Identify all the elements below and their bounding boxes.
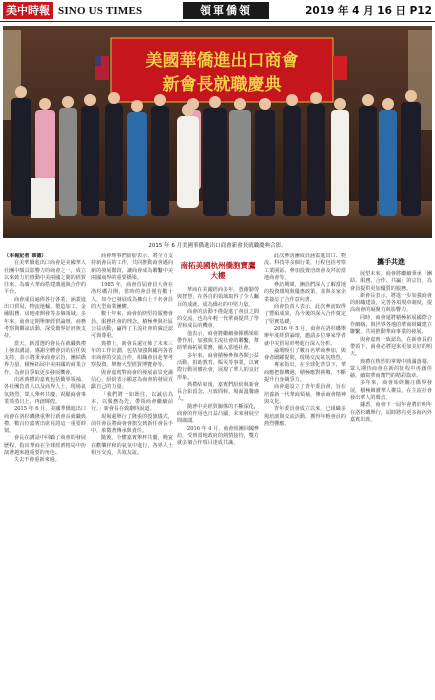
article-paragraph: 現場還舉行了隆重的授旗儀式，前任會長將商會會旗交到新任會長手中，象徵著傳承與責任。 <box>91 413 173 435</box>
article-paragraph: 多年來，商會始終關注僑界發展，積極維護華人權益，在主流社會發出華人的聲音。 <box>350 380 432 402</box>
article-column-1 <box>4 253 86 697</box>
col1-paragraphs <box>4 260 86 464</box>
article-column-2 <box>91 253 173 697</box>
banner-line1: 美國華僑進出口商會 <box>145 51 299 71</box>
article-paragraph: 新會長表示，將進一步加強商會的組織建設，完善各項規章制度，提高商會的凝聚力與影響力。 <box>350 292 432 314</box>
article-headline: 南拓美國杭州僑胞寶鷹大樓 <box>180 261 256 280</box>
article-paragraph: 此次參訪團成員涵蓋進出口、物流、科技等多個行業，行程包括考察工業園區、參加投資洽談會及拜訪當地商會等。 <box>264 253 346 281</box>
group-photo <box>3 26 432 238</box>
col5-paragraphs <box>350 271 432 424</box>
article-paragraph: 1985 年，商會首屆會員大會在洛杉磯召開，當時的會員僅有數十人，如今已發展成為擁有上千名會員的大型商業團體。 <box>91 282 173 311</box>
article-paragraph: 專家指出，在全球化背景下，華商應把握機遇，積極應對挑戰，不斷提升自身競爭力。 <box>264 362 346 384</box>
article-paragraph: 典禮上，新會長還宣佈了未來三年的工作計劃，包括加強與國內各省市商會的交流合作，組織會員赴華考察投資，舉辦大型經貿博覽會等。 <box>91 340 173 369</box>
article-paragraph: 在美華僑進出口商會是美國華人社團中頗具影響力的商會之一，成立以來致力於推動中美兩國之間的經貿往來，為廣大華商搭建溝通與合作的平台。 <box>4 260 86 296</box>
article-column-5 <box>350 253 432 697</box>
article-paragraph: 商會的活動不僅促進了會員之間的交流，也為年輕一代華商提供了學習和成長的機會。 <box>177 308 259 330</box>
article-paragraph: 2016 年 4 月，商會組團回國參訪，受到當地政府的熱情接待，雙方就多個合作項目達成共識。 <box>177 425 259 447</box>
article-paragraph: 隨著中美經貿關係的不斷深化，商會的作用也日益凸顯，未來發展空間廣闊。 <box>177 403 259 425</box>
article-paragraph: 「我們將一如既往，以誠信為本，以服務為先，帶領商會繼續前行。」新會長在致辭時說道。 <box>91 391 173 413</box>
article-paragraph: 據悉，商會下一屆年會將於明年在洛杉磯舉行，屆時將有更多海內外嘉賓出席。 <box>350 402 432 423</box>
article-paragraph: 出席典禮的嘉賓包括僑界領袖、各社團負責人以及商界人士，現場氣氛熱烈，眾人舉杯共慶，祝願商會事業蒸蒸日上，再創輝煌。 <box>4 377 86 405</box>
section-title: 領軍僑領 <box>183 2 269 19</box>
article-paragraph: 與會嘉賓對商會的發展前景充滿信心，紛紛表示願意為商會的發展貢獻自己的力量。 <box>91 369 173 391</box>
article-paragraph: 商會負責人表示，此次參訪取得了豐碩成果，為今後的深入合作奠定了堅實基礎。 <box>264 304 346 325</box>
article-paragraph: 2016 年 5 月，商會在洛杉磯舉辦年度經貿論壇，邀請多位專家學者就中美貿易形勢進行深入分析。 <box>264 325 346 347</box>
col4-paragraphs <box>264 253 346 428</box>
masthead <box>0 0 435 22</box>
article-paragraph: 會長在講話中回顧了商會的發展歷程，指出華商在全球經濟格局中扮演著越來越重要的角色。 <box>4 435 86 457</box>
article-paragraph: 青年委員會成立以來，已組織多場培訓與交流活動，獲得年輕會員的熱烈響應。 <box>264 406 346 427</box>
article-paragraph: 隨後，全體嘉賓舉杯共慶，晚宴在歡樂祥和的氣氛中進行，各界人士相互交流，共敘友誼。 <box>91 435 173 457</box>
article-paragraph: 典禮在熱烈的掌聲中圓滿落幕，眾人期待商會在新的征程中再創佳績，續寫華商奮鬥的精彩篇章。 <box>350 358 432 380</box>
article-paragraph: 數十年來，商會始終堅持服務會員、服務社會的理念，積極參與社區公益活動，贏得了主流社會的廣泛認可與尊重。 <box>91 311 173 340</box>
article-paragraph: 論壇吸引了數百名華商參加，與會者踴躍提問，現場交流氣氛熱烈。 <box>264 347 346 362</box>
article-paragraph: 展望未來，商會將繼續秉承「團結、服務、合作、共贏」的宗旨，為會員提供更加優質的服務。 <box>350 271 432 292</box>
col3-paragraphs <box>177 287 259 448</box>
newspaper-logo-en: SINO US TIMES <box>58 4 143 17</box>
photo-caption: 2015 年 6 月美國華僑進出口商會新會長就職慶典合影。 <box>148 243 287 249</box>
byline: （本報記者 韋德） <box>4 253 47 259</box>
article-paragraph: 2015 年 6 月，美國華僑進出口商會在洛杉磯隆重舉行新會長就職典禮，數百位嘉賓出席見證這一重要時刻。 <box>4 406 86 435</box>
article-paragraph: 失去不會重新來過。 <box>14 457 60 464</box>
article-column-3 <box>177 253 259 697</box>
article-column-4 <box>264 253 346 697</box>
date-and-page: 2019 年 4 月 16 日 P12 <box>305 5 432 17</box>
article-paragraph: 參訪期間，團員們深入了解當地的投資環境與優惠政策，並與多家企業簽訂了合作意向書。 <box>264 282 346 303</box>
article-paragraph: 商會成員遍佈各行各業，涵蓋進出口貿易、物流運輸、製造加工、金融服務、房地產開發等多個領域。多年來，商會定期舉辦經貿論壇、商務考察與聯誼活動，深受僑界好評與支持。 <box>4 296 86 340</box>
article-paragraph: 典禮結束後，嘉賓們紛紛與新會長合影留念，互致問候，場面溫馨感人。 <box>177 381 259 403</box>
col2-paragraphs <box>91 253 173 457</box>
article-paragraph: 多年來，商會積極參與各類公益活動，捐助教育、賑災等事業，以實際行動回饋社會，展現了華人的良好形象。 <box>177 352 259 381</box>
article-paragraph: 商會還設立了青年委員會，旨在培養新一代華商領袖，傳承商會精神與文化。 <box>264 384 346 405</box>
newspaper-logo-cn: 美中時報 <box>3 2 53 19</box>
article-paragraph: 商會理事們紛紛表示，將全力支持新會長的工作，共同推動商會邁向新的發展階段，讓商會成為聯繫中美兩國商界的重要橋梁。 <box>91 253 173 281</box>
article-subhead: 攜手共進 <box>377 258 405 266</box>
banner-line2: 新會長就職慶典 <box>162 75 282 95</box>
article-paragraph: 當天，新當選的會長在就職典禮上發表講話，感謝全體會員的信任與支持，表示將秉承商會宗旨，團結僑界力量，積極拓展中美兩國的商業合作，為會員爭取更多發展機會。 <box>4 340 86 376</box>
article-paragraph: 華商在美國經商多年，憑藉勤勞與智慧，在各自的領域取得了令人矚目的成就，成為僑社的中堅力量。 <box>177 287 259 308</box>
article-paragraph: 他表示，商會將繼續發揮橋梁紐帶作用，加強與主流社會的聯繫，幫助華商拓展業務，融入當地社會。 <box>177 330 259 352</box>
article-paragraph: 同時，商會還將積極拓展國際合作網絡，與世界各地的華商組織建立聯繫，共同推動華商事業的發展。 <box>350 314 432 336</box>
article-paragraph: 與會嘉賓一致認為，在新會長的帶領下，商會必將迎來更加美好的明天。 <box>350 336 432 358</box>
